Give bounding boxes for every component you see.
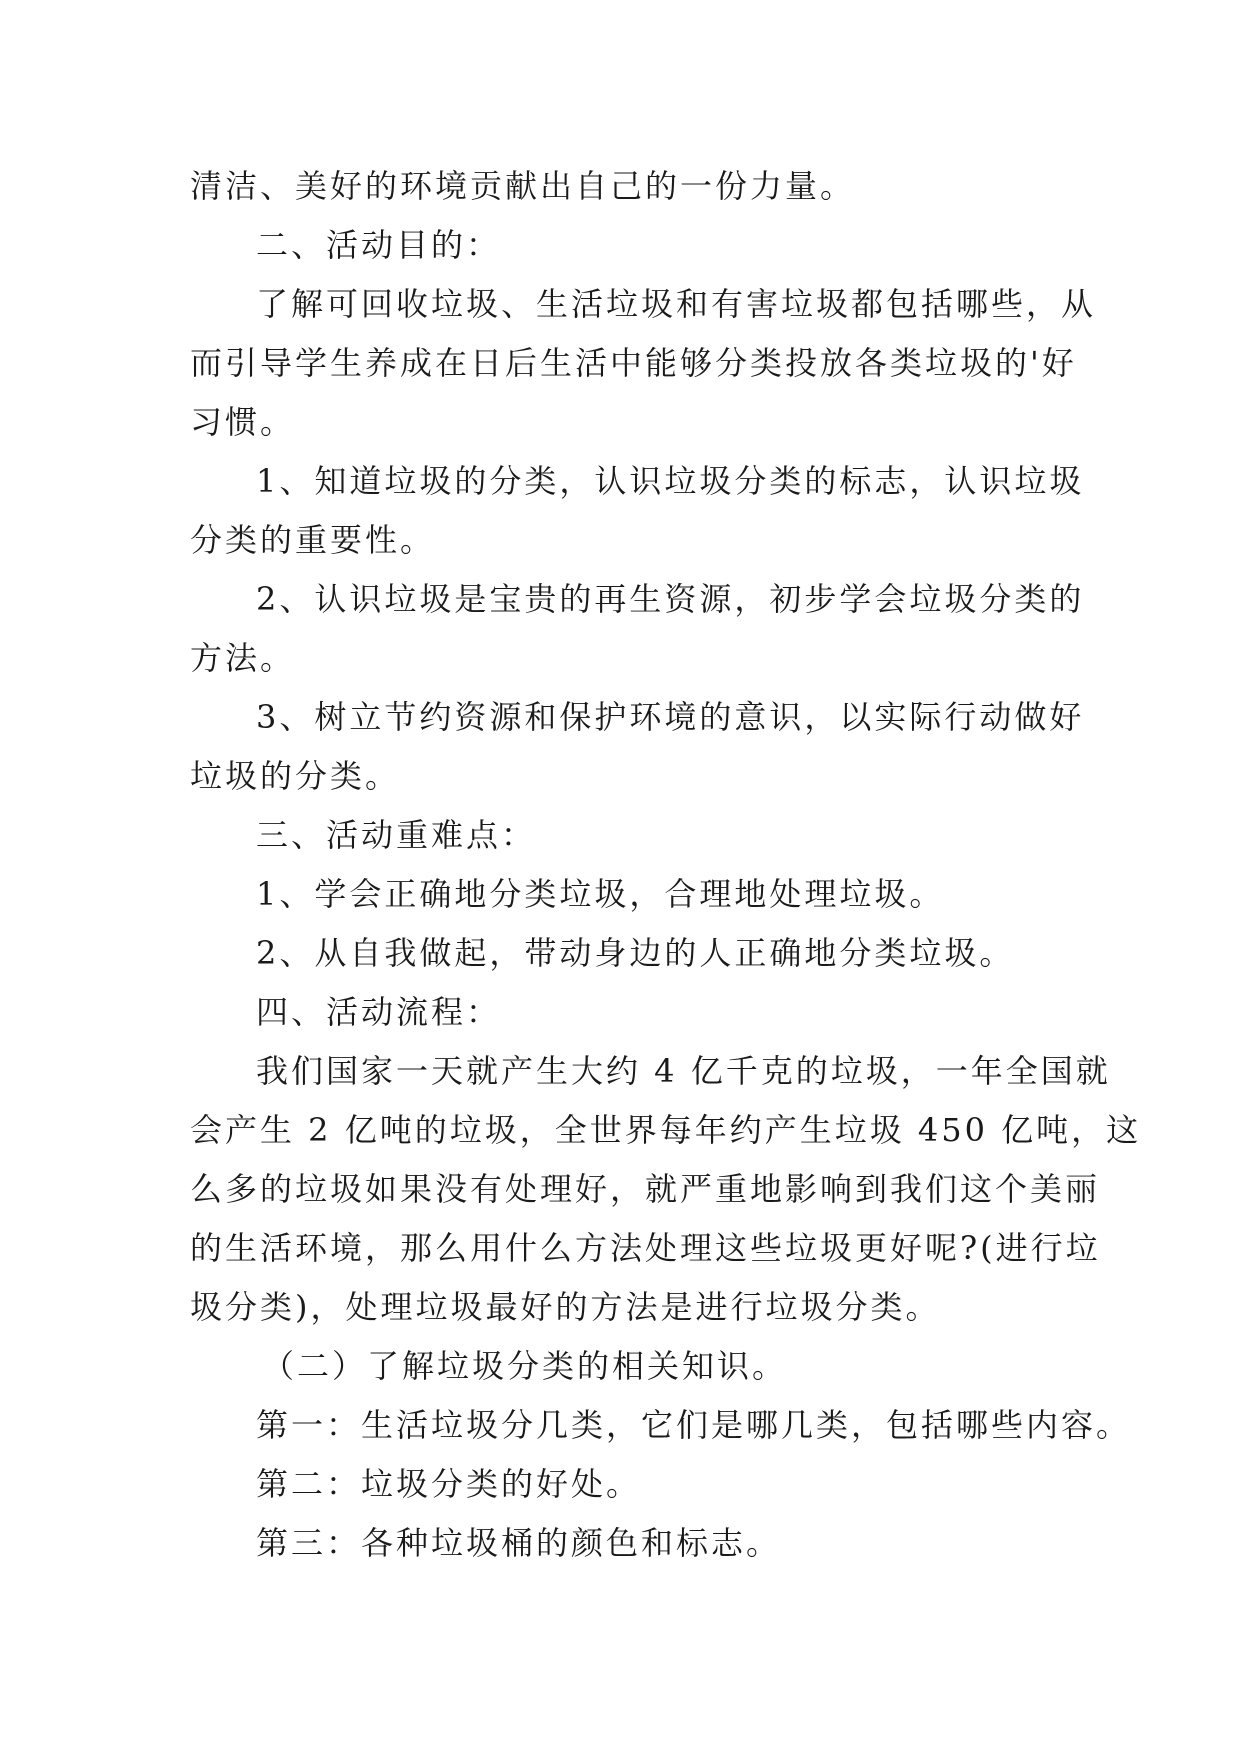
paragraph-line: 清洁、美好的环境贡献出自己的一份力量。: [190, 167, 856, 205]
list-item: 3、树立节约资源和保护环境的意识，以实际行动做好: [256, 698, 1085, 736]
section-heading: 三、活动重难点：: [256, 816, 537, 854]
paragraph-line: 会产生 2 亿吨的垃圾，全世界每年约产生垃圾 450 亿吨，这: [190, 1111, 1142, 1149]
section-heading: 二、活动目的：: [256, 226, 502, 264]
paragraph-line: 么多的垃圾如果没有处理好，就严重地影响到我们这个美丽: [190, 1170, 1101, 1208]
list-item: 1、学会正确地分类垃圾，合理地处理垃圾。: [256, 875, 945, 913]
paragraph-line: 的生活环境，那么用什么方法处理这些垃圾更好呢?(进行垃: [190, 1229, 1101, 1267]
paragraph-line: 习惯。: [190, 403, 296, 441]
list-item: 第二：垃圾分类的好处。: [256, 1465, 642, 1503]
paragraph-line: 方法。: [190, 639, 296, 677]
paragraph-line: 而引导学生养成在日后生活中能够分类投放各类垃圾的'好: [190, 344, 1077, 382]
list-item: 第一：生活垃圾分几类，它们是哪几类，包括哪些内容。: [256, 1406, 1132, 1444]
list-item: 2、认识垃圾是宝贵的再生资源，初步学会垃圾分类的: [256, 580, 1085, 618]
list-item: 2、从自我做起，带动身边的人正确地分类垃圾。: [256, 934, 1015, 972]
sub-heading: （二）了解垃圾分类的相关知识。: [262, 1347, 788, 1385]
section-heading: 四、活动流程：: [256, 993, 502, 1031]
list-item: 第三：各种垃圾桶的颜色和标志。: [256, 1524, 782, 1562]
list-item: 1、知道垃圾的分类，认识垃圾分类的标志，认识垃圾: [256, 462, 1085, 500]
paragraph-line: 分类的重要性。: [190, 521, 436, 559]
paragraph-line: 了解可回收垃圾、生活垃圾和有害垃圾都包括哪些，从: [256, 285, 1097, 323]
paragraph-line: 我们国家一天就产生大约 4 亿千克的垃圾，一年全国就: [256, 1052, 1111, 1090]
paragraph-line: 圾分类)，处理垃圾最好的方法是进行垃圾分类。: [190, 1288, 941, 1326]
paragraph-line: 垃圾的分类。: [190, 757, 401, 795]
